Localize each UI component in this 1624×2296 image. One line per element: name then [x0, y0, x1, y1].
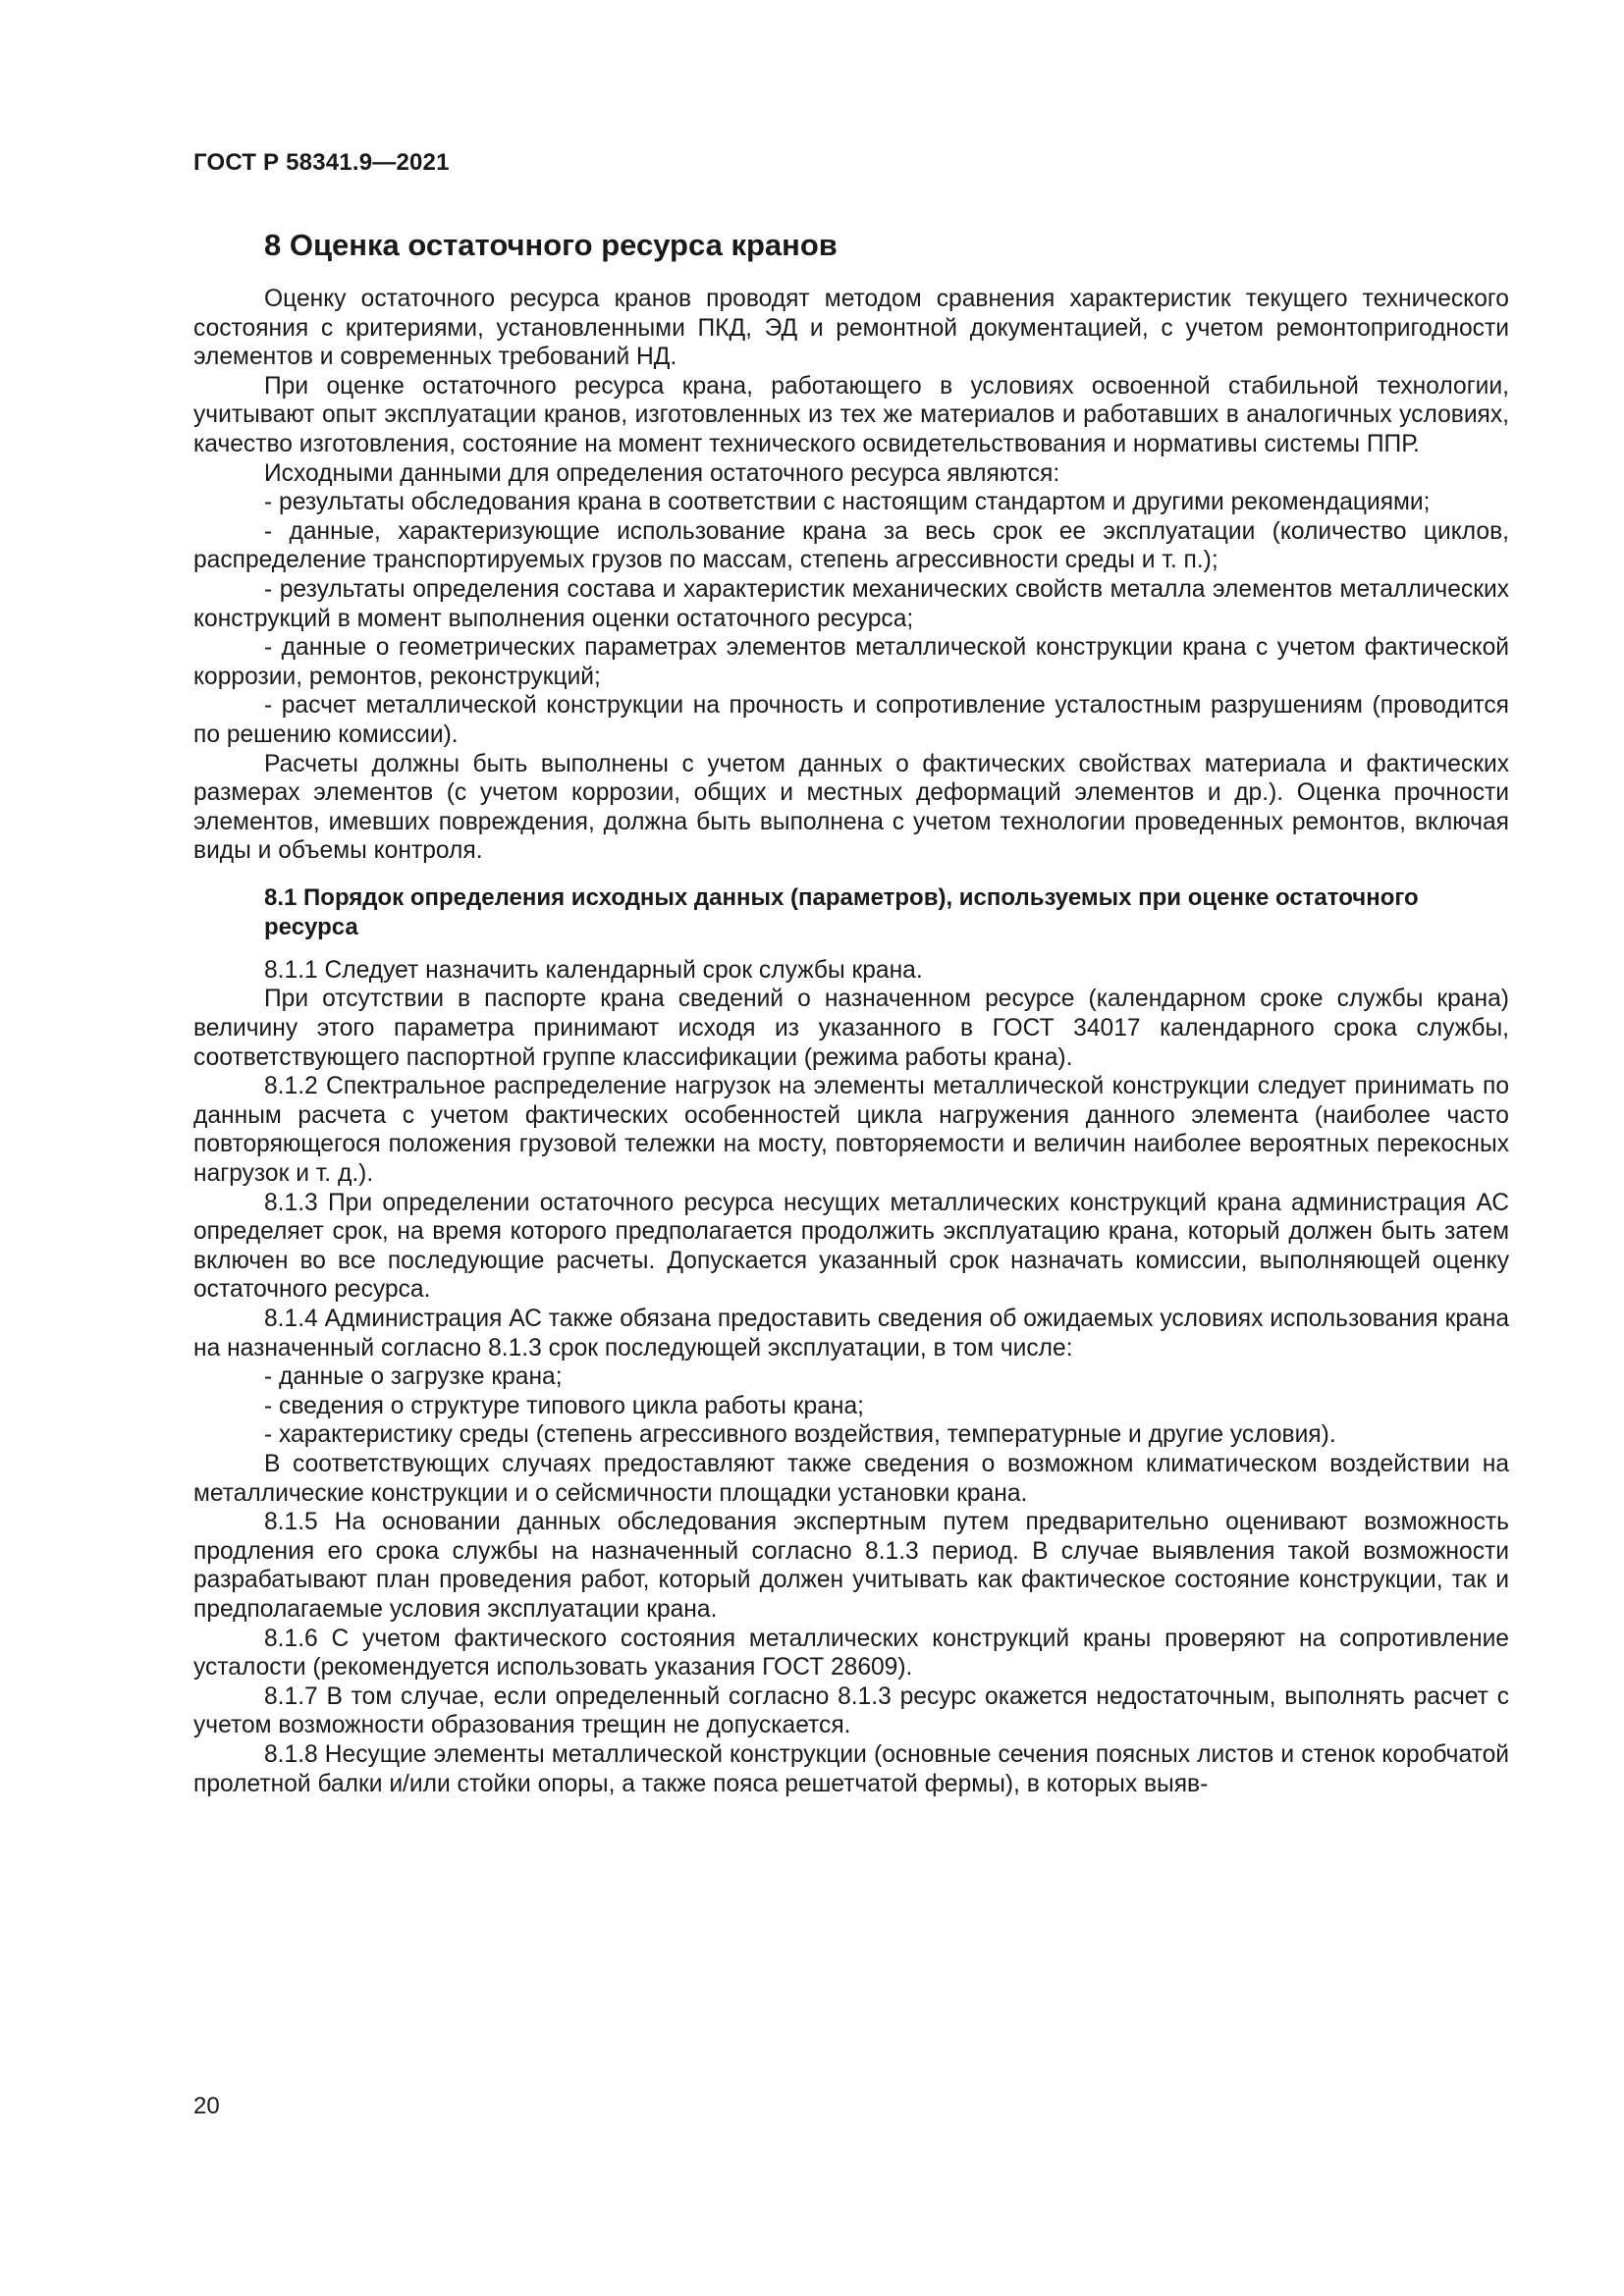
list-item: - характеристику среды (степень агрессивного воздействия, температурные и другие условия).: [264, 1421, 1336, 1449]
list-item: - данные, характеризующие использование крана за весь срок ее эксплуатации (количество циклов, распределение транспортируемых грузов по массам, степень агрессивности среды и т. п.);: [193, 517, 1509, 574]
paragraph: 8.1.8 Несущие элементы металлической конструкции (основные сечения поясных листов и стенок коробчатой пролетной балки и/или стойки опоры, а также пояса решетчатой фермы), в которых выяв-: [193, 1740, 1509, 1797]
subsection-title: 8.1 Порядок определения исходных данных (параметров), используемых при оценке остаточного ресурса: [264, 883, 1419, 940]
paragraph: 8.1.6 С учетом фактического состояния металлических конструкций краны проверяют на сопротивление усталости (рекомендуется использовать указания ГОСТ 28609).: [193, 1625, 1509, 1682]
list-item: - результаты определения состава и характеристик механических свойств металла элементов металлических конструкций в момент выполнения оценки остаточного ресурса;: [193, 575, 1509, 632]
paragraph: При оценке остаточного ресурса крана, работающего в условиях освоенной стабильной технологии, учитывают опыт эксплуатации кранов, изготовленных из тех же материалов и работавших в аналогичных условиях, качество изготовления, состояние на момент технического освидетельствования и нормативы системы ППР.: [193, 372, 1509, 457]
list-item: - расчет металлической конструкции на прочность и сопротивление усталостным разрушениям (проводится по решению комиссии).: [193, 692, 1509, 748]
paragraph: 8.1.4 Администрация АС также обязана предоставить сведения об ожидаемых условиях использования крана на назначенный согласно 8.1.3 срок последующей эксплуатации, в том числе:: [193, 1306, 1509, 1362]
document-code: ГОСТ Р 58341.9—2021: [193, 149, 450, 176]
section-title: 8 Оценка остаточного ресурса кранов: [264, 228, 838, 262]
paragraph: Расчеты должны быть выполнены с учетом данных о фактических свойствах материала и фактических размерах элементов (с учетом коррозии, общих и местных деформаций элементов и др.). Оценка прочности элементов, имевших повреждения, должна быть выполнена с учетом технологии проведенных ремонтов, включая виды и объемы контроля.: [193, 750, 1509, 865]
paragraph: 8.1.5 На основании данных обследования экспертным путем предварительно оценивают возможность продления его срока службы на назначенный согласно 8.1.3 период. В случае выявления такой возможности разрабатывают план проведения работ, который должен учитывать как фактическое состояние конструкции, так и предполагаемые условия эксплуатации крана.: [193, 1509, 1509, 1623]
paragraph: 8.1.1 Следует назначить календарный срок службы крана.: [264, 956, 923, 984]
list-item: - данные о загрузке крана;: [264, 1363, 563, 1391]
list-item: - сведения о структуре типового цикла работы крана;: [264, 1392, 864, 1419]
paragraph: 8.1.2 Спектральное распределение нагрузок на элементы металлической конструкции следует принимать по данным расчета с учетом фактических особенностей цикла нагружения данного элемента (наиболее часто повторяющегося положения грузовой тележки на мосту, повторяемости и величин наиболее вероятных перекосных нагрузок и т. д.).: [193, 1073, 1509, 1188]
list-item: - результаты обследования крана в соответствии с настоящим стандартом и другими рекомендациями;: [264, 489, 1431, 516]
paragraph: В соответствующих случаях предоставляют также сведения о возможном климатическом воздействии на металлические конструкции и о сейсмичности площадки установки крана.: [193, 1450, 1509, 1507]
paragraph: 8.1.3 При определении остаточного ресурса несущих металлических конструкций крана администрация АС определяет срок, на время которого предполагается продолжить эксплуатацию крана, который должен быть затем включен во все последующие расчеты. Допускается указанный срок назначать комиссии, выполняющей оценку остаточного ресурса.: [193, 1189, 1509, 1304]
paragraph: При отсутствии в паспорте крана сведений о назначенном ресурсе (календарном сроке службы крана) величину этого параметра принимают исходя из указанного в ГОСТ 34017 календарного срока службы, соответствующего паспортной группе классификации (режима работы крана).: [193, 986, 1509, 1071]
list-item: - данные о геометрических параметрах элементов металлической конструкции крана с учетом фактической коррозии, ремонтов, реконструкций;: [193, 634, 1509, 690]
page-content: [193, 226, 1509, 1798]
paragraph: 8.1.7 В том случае, если определенный согласно 8.1.3 ресурс окажется недостаточным, выполнять расчет с учетом возможности образования трещин не допускается.: [193, 1682, 1509, 1739]
page-number: 20: [193, 2093, 220, 2119]
paragraph: Исходными данными для определения остаточного ресурса являются:: [264, 459, 1060, 487]
paragraph: Оценку остаточного ресурса кранов проводят методом сравнения характеристик текущего технического состояния с критериями, установленными ПКД, ЭД и ремонтной документацией, с учетом ремонтопригодности элементов и современных требований НД.: [193, 286, 1509, 371]
